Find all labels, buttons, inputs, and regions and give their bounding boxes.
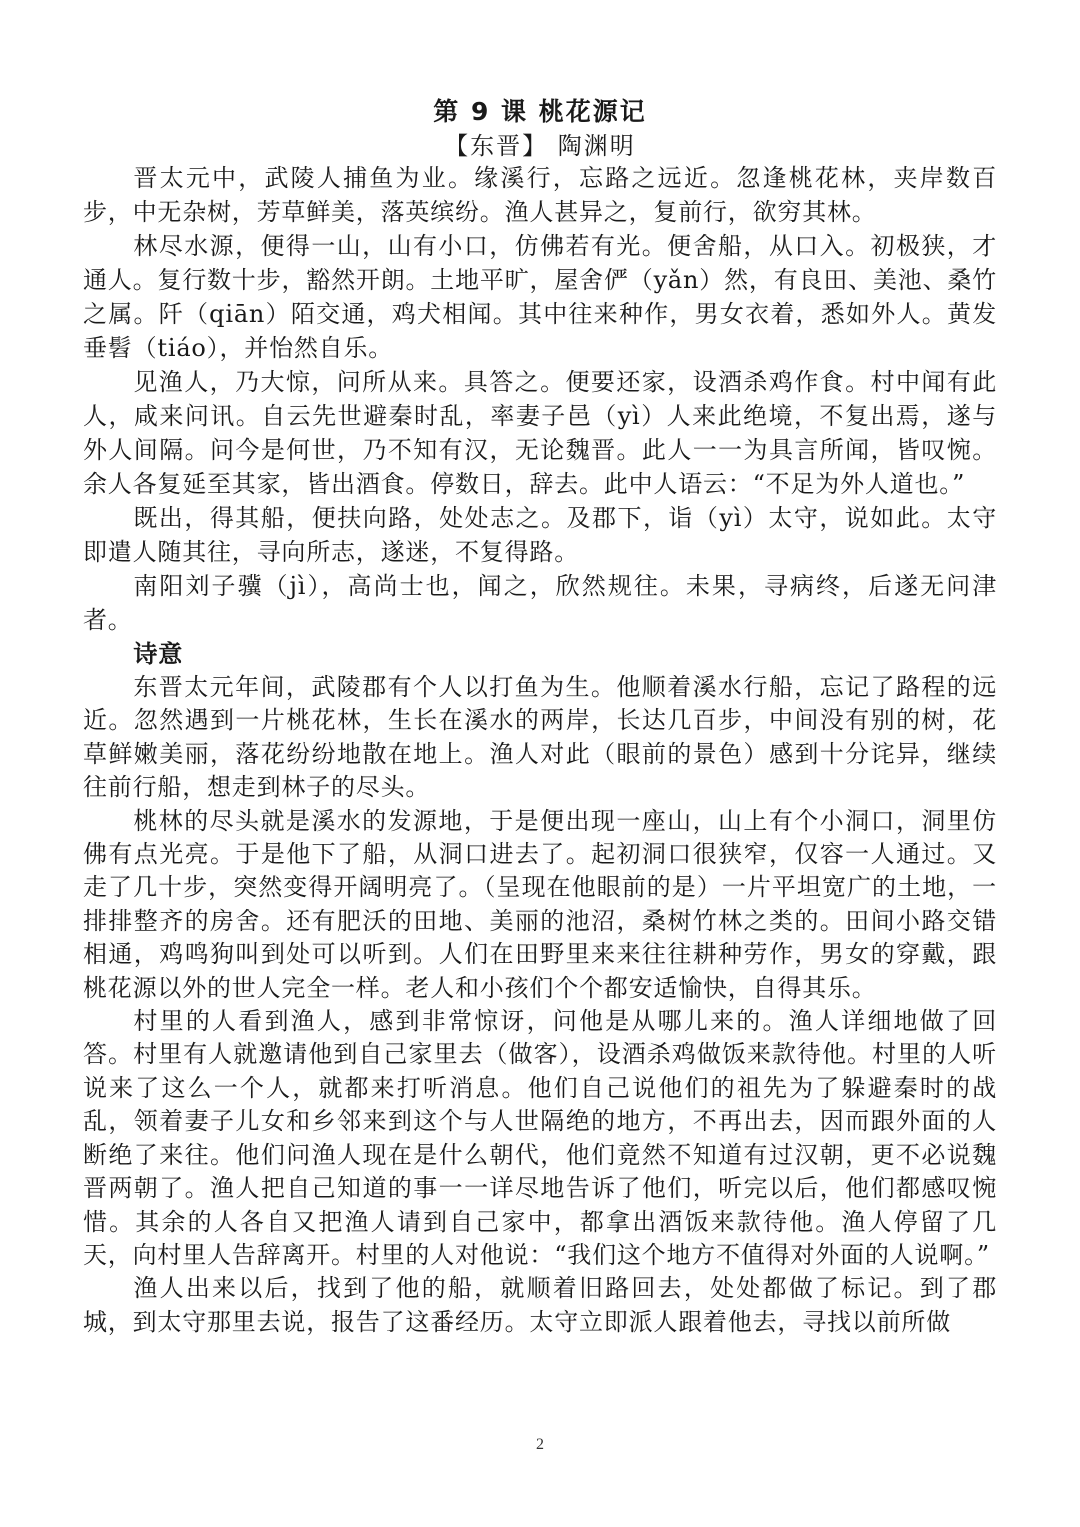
translation-paragraph-3: 村里的人看到渔人，感到非常惊讶，问他是从哪儿来的。渔人详细地做了回答。村里有人就邀请他到自己家里去（做客），设酒杀鸡做饭来款待他。村里的人听说来了这么一个人，就都来打听消息。他们自己说他们的祖先为了躲避秦时的战乱，领着妻子儿女和乡邻来到这个与人世隔绝的地方，不再出去，因而跟外面的人断绝了来往。他们问渔人现在是什么朝代，他们竟然不知道有过汉朝，更不必说魏晋两朝了。渔人把自己知道的事一一详尽地告诉了他们，听完以后，他们都感叹惋惜。其余的人各自又把渔人请到自己家中，都拿出酒饭来款待他。渔人停留了几天，向村里人告辞离开。村里的人对他说：“我们这个地方不值得对外面的人说啊。” bbox=[83, 1007, 997, 1269]
translation-paragraph-1: 东晋太元年间，武陵郡有个人以打鱼为生。他顺着溪水行船，忘记了路程的远近。忽然遇到一片桃花林，生长在溪水的两岸，长达几百步，中间没有别的树，花草鲜嫩美丽，落花纷纷地散在地上。渔人对此（眼前的景色）感到十分诧异，继续往前行船，想走到林子的尽头。 bbox=[83, 673, 997, 802]
translation-heading: 诗意 bbox=[133, 640, 183, 668]
original-paragraph-1: 晋太元中，武陵人捕鱼为业。缘溪行，忘路之远近。忽逢桃花林，夹岸数百步，中无杂树，芳草鲜美，落英缤纷。渔人甚异之，复前行，欲穷其林。 bbox=[83, 164, 997, 226]
document-body bbox=[83, 161, 997, 1339]
original-paragraph-3: 见渔人，乃大惊，问所从来。具答之。便要还家，设酒杀鸡作食。村中闻有此人，咸来问讯。自云先世避秦时乱，率妻子邑（yì）人来此绝境，不复出焉，遂与外人间隔。问今是何世，乃不知有汉，无论魏晋。此人一一为具言所闻，皆叹惋。余人各复延至其家，皆出酒食。停数日，辞去。此中人语云：“不足为外人道也。” bbox=[83, 368, 997, 498]
translation-paragraph-2: 桃林的尽头就是溪水的发源地，于是便出现一座山，山上有个小洞口，洞里仿佛有点光亮。于是他下了船，从洞口进去了。起初洞口很狭窄，仅容一人通过。又走了几十步，突然变得开阔明亮了。（呈现在他眼前的是）一片平坦宽广的土地，一排排整齐的房舍。还有肥沃的田地、美丽的池沼，桑树竹林之类的。田间小路交错相通，鸡鸣狗叫到处可以听到。人们在田野里来来往往耕种劳作，男女的穿戴，跟桃花源以外的世人完全一样。老人和小孩们个个都安适愉快，自得其乐。 bbox=[83, 806, 997, 1002]
lesson-title: 第 9 课 桃花源记 bbox=[433, 97, 647, 126]
original-paragraph-2: 林尽水源，便得一山，山有小口，仿佛若有光。便舍船，从口入。初极狭，才通人。复行数十步，豁然开朗。土地平旷，屋舍俨（yǎn）然，有良田、美池、桑竹之属。阡（qiān）陌交通，鸡犬相闻。其中往来种作，男女衣着，悉如外人。黄发垂髫（tiáo），并怡然自乐。 bbox=[83, 232, 997, 362]
original-paragraph-5: 南阳刘子骥（jì），高尚士也，闻之，欣然规往。未果，寻病终，后遂无问津者。 bbox=[83, 572, 997, 634]
page-number: 2 bbox=[536, 1436, 544, 1453]
original-paragraph-4: 既出，得其船，便扶向路，处处志之。及郡下，诣（yì）太守，说如此。太守即遣人随其往，寻向所志，遂迷，不复得路。 bbox=[83, 504, 997, 566]
translation-paragraph-4: 渔人出来以后，找到了他的船，就顺着旧路回去，处处都做了标记。到了郡城，到太守那里去说，报告了这番经历。太守立即派人跟着他去，寻找以前所做 bbox=[83, 1274, 997, 1336]
author-byline: 【东晋】 陶渊明 bbox=[444, 132, 636, 160]
